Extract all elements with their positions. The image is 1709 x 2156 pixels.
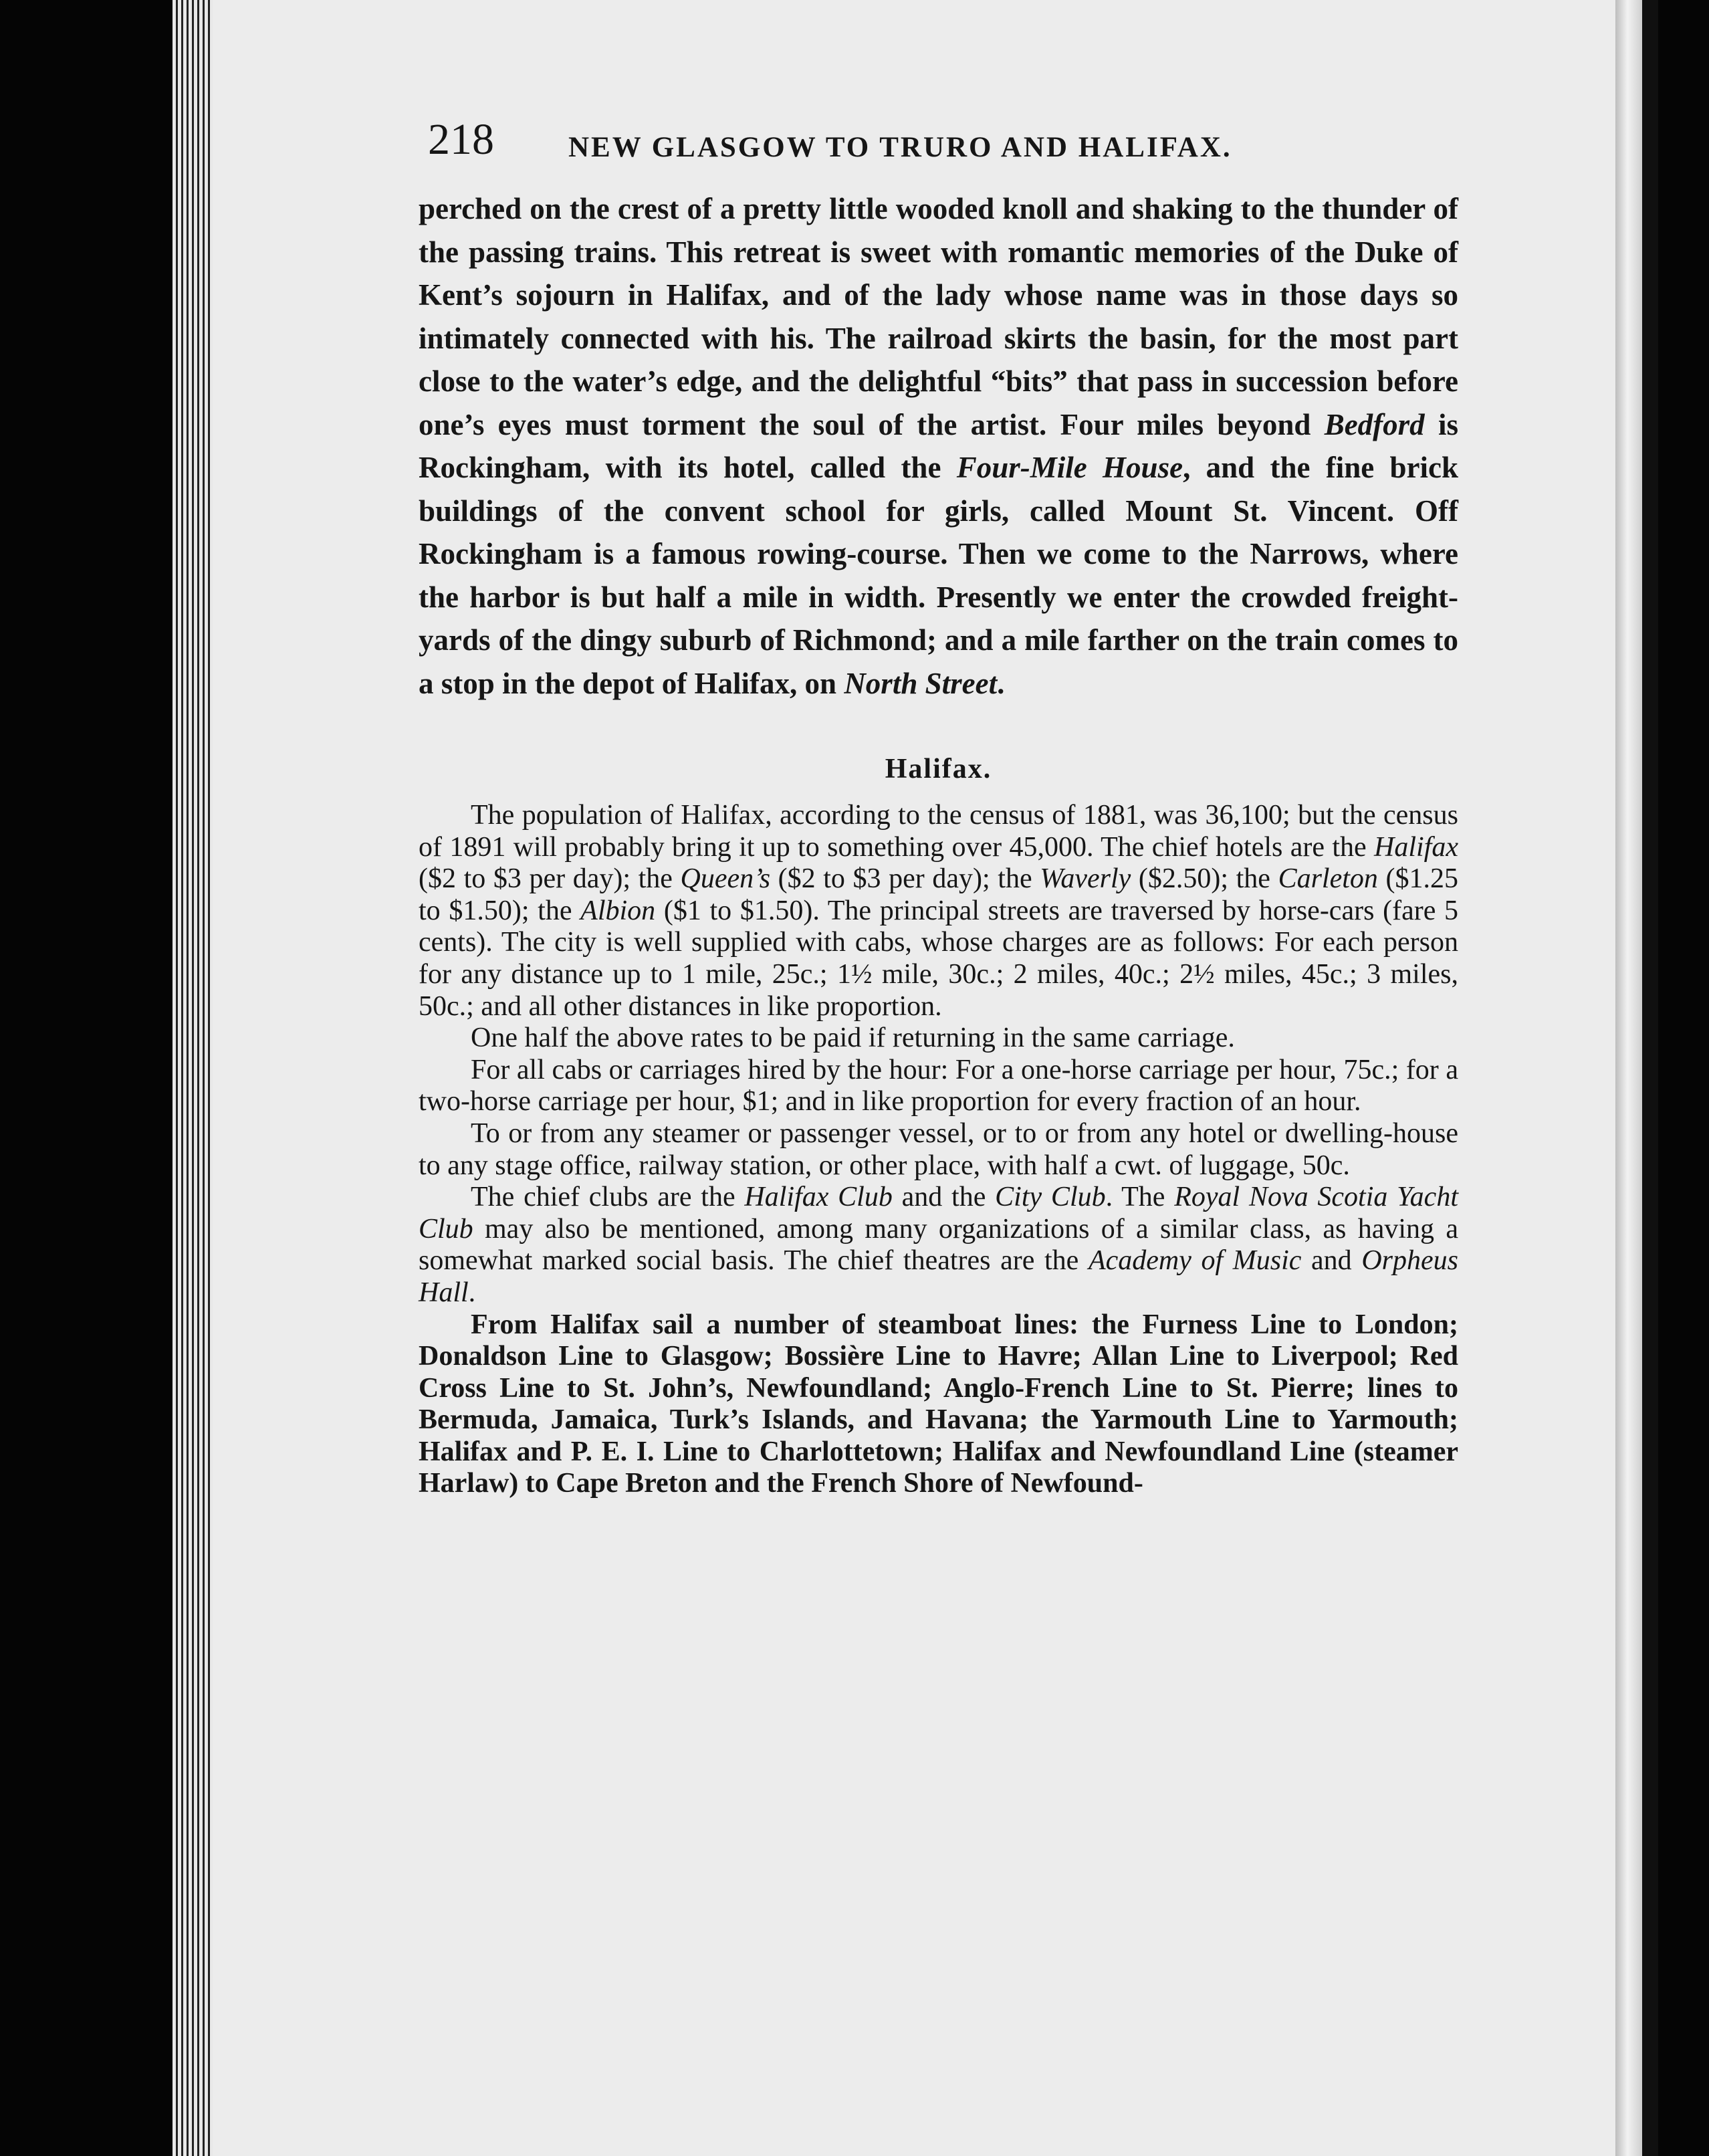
p5-text-5: and	[1301, 1245, 1362, 1277]
running-head: NEW GLASGOW TO TRURO AND HALIFAX.	[568, 132, 1232, 163]
paragraph-luggage-rates: To or from any steamer or passenger vessel, or to or from any hotel or dwelling-house to any stage office, railway station, or other place, with half a cwt. of luggage, 50c.	[419, 1117, 1458, 1181]
intro-text-1: perched on the crest of a pretty little wooded knoll and shaking to the thunder of the passing trains. This retreat is sweet with romantic memories of the Duke of Kent’s sojourn in Halifax, and of the lady whose name was in those days so intimately connected with his. The railroad skirts the basin, for the most part close to the water’s edge, and the delightful “bits” that pass in succession before one’s eyes must torment the soul of the artist. Four miles beyond	[419, 192, 1458, 441]
intro-block	[419, 187, 1458, 705]
p5-text-4: may also be mentioned, among many organizations of a similar class, as having a somewhat marked social basis. The chief theatres are the	[419, 1213, 1458, 1277]
page-number: 218	[428, 115, 494, 164]
paragraph-population	[419, 800, 1458, 1022]
club-city: City Club	[995, 1182, 1106, 1213]
hotel-four-mile-house: Four-Mile House	[956, 451, 1183, 484]
halifax-section	[419, 800, 1458, 1500]
theatre-academy-of-music: Academy of Music	[1088, 1245, 1302, 1277]
intro-text-3: , and the fine brick buildings of the convent school for girls, called Mount St. Vincent. Off Rockingham is a famous rowing-course. Then we come to the Narrows, where the harbor is but half a mile in width. Presently we enter the crowded freight-yards of the dingy suburb of Richmond; and a mile farther on the train comes to a stop in the depot of Halifax, on	[419, 451, 1459, 700]
intro-paragraph	[419, 187, 1458, 705]
hotel-halifax: Halifax	[1374, 831, 1458, 863]
intro-text-2: is Rockingham, with its hotel, called the	[419, 407, 1458, 484]
club-royal-nova-scotia-yacht: Royal Nova Scotia Yacht Club	[419, 1182, 1458, 1245]
intro-text-4: .	[997, 666, 1005, 700]
hotel-waverly: Waverly	[1040, 863, 1131, 895]
section-title-halifax: Halifax.	[885, 754, 992, 784]
scan-right-border	[1642, 0, 1658, 2156]
hotel-carleton: Carleton	[1278, 863, 1378, 895]
p5-text-1: The chief clubs are the	[471, 1182, 745, 1213]
p1-text-4: ($2.50); the	[1131, 863, 1278, 895]
paragraph-steamboat-lines: From Halifax sail a number of steamboat lines: the Furness Line to London; Donaldson Line to Glasgow; Bossière Line to Havre; Allan Line to Liverpool; Red Cross Line to St. John’s, Newfoundland; Anglo-French Line to St. Pierre; lines to Bermuda, Jamaica, Turk’s Islands, and Havana; the Yarmouth Line to Yarmouth; Halifax and P. E. I. Line to Charlottetown; Halifax and Newfoundland Line (steamer Harlaw) to Cape Breton and the French Shore of Newfound-	[419, 1309, 1458, 1499]
p1-text-5: ($1.25 to $1.50); the	[419, 863, 1458, 926]
hotel-queens: Queen’s	[680, 863, 771, 895]
p5-text-2: and the	[892, 1182, 996, 1213]
p5-text-3: . The	[1105, 1182, 1175, 1213]
paragraph-return-rates: One half the above rates to be paid if returning in the same carriage.	[471, 1022, 1235, 1054]
p1-text-2: ($2 to $3 per day); the	[419, 863, 681, 895]
page-content	[419, 114, 1458, 1500]
hotel-albion: Albion	[580, 895, 656, 926]
club-halifax: Halifax Club	[744, 1182, 893, 1213]
page-gutter	[1615, 0, 1642, 2156]
theatre-orpheus-hall: Orpheus Hall	[419, 1245, 1458, 1308]
p5-text-6: .	[468, 1277, 476, 1308]
p1-text-3: ($2 to $3 per day); the	[770, 863, 1040, 895]
page-header	[419, 114, 1458, 174]
place-north-street: North Street	[844, 666, 998, 700]
paragraph-hourly-rates: For all cabs or carriages hired by the hour: For a one-horse carriage per hour, 75c.; for a two-horse carriage per hour, $1; and in like proportion for every fraction of an hour.	[419, 1054, 1458, 1117]
place-bedford: Bedford	[1324, 407, 1425, 441]
p1-text-6: ($1 to $1.50). The principal streets are traversed by horse-cars (fare 5 cents). The city is well supplied with cabs, whose charges are as follows: For each person for any distance up to 1 mile, 25c.; 1½ mile, 30c.; 2 miles, 40c.; 2½ miles, 45c.; 3 miles, 50c.; and all other distances in like proportion.	[419, 895, 1459, 1022]
p1-text-1: The population of Halifax, according to the census of 1881, was 36,100; but the census of 1891 will probably bring it up to something over 45,000. The chief hotels are the	[419, 800, 1458, 863]
stacked-page-edges	[173, 0, 213, 2156]
paragraph-clubs	[419, 1182, 1458, 1309]
